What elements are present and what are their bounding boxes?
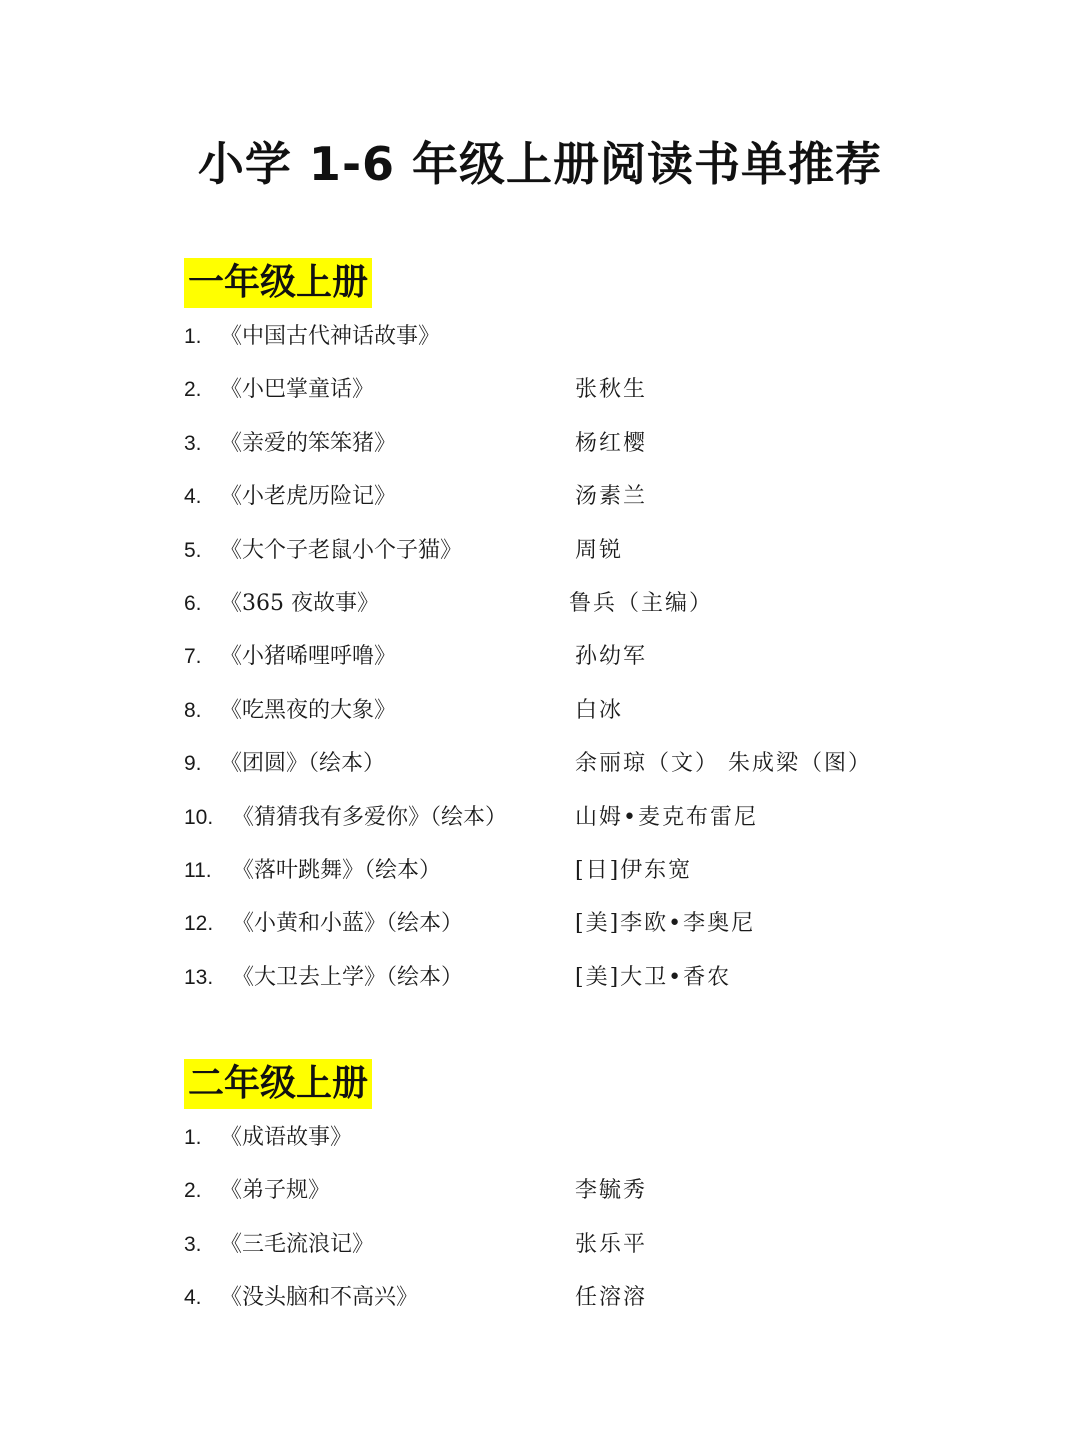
book-title: 《弟子规》	[220, 1178, 331, 1204]
book-title: 《三毛流浪记》	[220, 1231, 375, 1257]
list-item	[0, 1164, 1080, 1217]
book-title: 《小猪唏哩呼噜》	[220, 644, 397, 670]
book-number: 8.	[184, 698, 202, 722]
book-author: 汤素兰	[575, 484, 648, 510]
list-item	[0, 684, 1080, 737]
list-item	[0, 310, 1080, 363]
list-item	[0, 1271, 1080, 1324]
book-author: 张乐平	[575, 1231, 648, 1257]
book-title: 《365 夜故事》	[220, 590, 379, 616]
book-title: 《落叶跳舞》（绘本）	[232, 857, 442, 883]
book-number: 3.	[184, 1232, 202, 1256]
section-heading-grade-2: 二年级上册	[184, 1059, 372, 1109]
list-item	[0, 630, 1080, 683]
book-title: 《小黄和小蓝》（绘本）	[232, 911, 464, 937]
book-author: 周锐	[575, 537, 624, 563]
book-list-grade-2	[0, 1111, 1080, 1325]
book-number: 1.	[184, 325, 202, 348]
book-author: [日]伊东宽	[575, 857, 693, 883]
book-number: 9.	[184, 752, 202, 776]
book-number: 5.	[184, 538, 202, 562]
book-number: 3.	[184, 431, 202, 455]
book-author: 张秋生	[575, 377, 648, 403]
book-title: 《中国古代神话故事》	[220, 324, 441, 349]
book-number: 12.	[184, 912, 214, 936]
list-item	[0, 524, 1080, 577]
list-item	[0, 1111, 1080, 1164]
book-number: 11.	[184, 858, 212, 882]
book-number: 10.	[184, 805, 214, 829]
list-item	[0, 951, 1080, 1004]
book-number: 1.	[184, 1126, 202, 1149]
list-item	[0, 737, 1080, 790]
book-author: 山姆•麦克布雷尼	[575, 804, 758, 830]
book-number: 7.	[184, 645, 202, 669]
book-author: [美]大卫•香农	[575, 964, 732, 990]
book-author: 孙幼军	[575, 644, 648, 670]
book-title: 《小巴掌童话》	[220, 377, 375, 403]
book-author: 白冰	[575, 697, 624, 723]
list-item	[0, 791, 1080, 844]
section-heading-grade-1: 一年级上册	[184, 258, 372, 308]
book-author: 杨红樱	[575, 430, 648, 456]
book-number: 4.	[184, 485, 202, 509]
list-item	[0, 417, 1080, 470]
book-title: 《吃黑夜的大象》	[220, 697, 397, 723]
book-number: 2.	[184, 378, 202, 402]
list-item	[0, 1218, 1080, 1271]
book-title: 《亲爱的笨笨猪》	[220, 430, 397, 456]
book-author: 鲁兵（主编）	[569, 590, 714, 616]
book-title: 《大卫去上学》（绘本）	[232, 964, 464, 990]
book-author: [美]李欧•李奥尼	[575, 911, 756, 937]
book-title: 《团圆》（绘本）	[220, 751, 386, 777]
book-number: 6.	[184, 591, 202, 615]
book-author: 李毓秀	[575, 1178, 648, 1204]
book-list-grade-1	[0, 310, 1080, 1004]
book-author: 任溶溶	[575, 1285, 648, 1311]
list-item	[0, 844, 1080, 897]
book-title: 《成语故事》	[220, 1125, 353, 1150]
book-title: 《大个子老鼠小个子猫》	[220, 537, 463, 563]
list-item	[0, 363, 1080, 416]
list-item	[0, 577, 1080, 630]
book-title: 《猜猜我有多爱你》（绘本）	[232, 804, 508, 830]
book-number: 13.	[184, 965, 214, 989]
book-number: 4.	[184, 1286, 202, 1310]
list-item	[0, 897, 1080, 950]
list-item	[0, 470, 1080, 523]
book-title: 《没头脑和不高兴》	[220, 1285, 419, 1311]
book-author: 余丽琼（文） 朱成梁（图）	[575, 751, 872, 777]
book-number: 2.	[184, 1179, 202, 1203]
page-title: 小学 1-6 年级上册阅读书单推荐	[197, 137, 883, 191]
book-title: 《小老虎历险记》	[220, 484, 397, 510]
